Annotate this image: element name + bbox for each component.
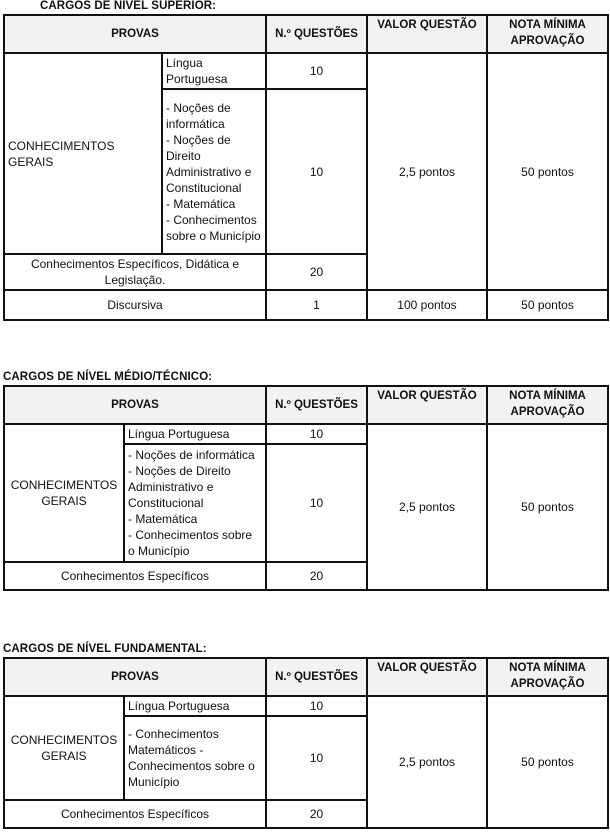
section-title-fundamental: CARGOS DE NÍVEL FUNDAMENTAL: [3,643,207,655]
table-medio [3,385,609,591]
header-questoes: N.º QUESTÕES [266,386,367,424]
prova-cell: Língua Portuguesa [124,424,266,444]
valor-cell: 2,5 pontos [367,696,487,828]
table-header [4,15,608,53]
table-row [4,424,608,444]
prova-especificos-cell: Conhecimentos Específicos [4,800,266,828]
prova-cell: - Conhecimentos Matemáticos - Conhecimentos sobre o Município [124,716,266,800]
table-header [4,386,608,424]
section-title-superior: CARGOS DE NÍVEL SUPERIOR: [40,0,217,12]
prova-cell: Língua Portuguesa [124,696,266,716]
prova-discursiva-cell: Discursiva [4,290,266,320]
conhecimentos-gerais-label: CONHECIMENTOS GERAIS [4,424,124,562]
valor-cell: 2,5 pontos [367,53,487,290]
prova-cell: - Noções de informática - Noções de Direito Administrativo e Constitucional - Matemática - Conhecimentos sobre o Município [162,89,266,254]
header-questoes: N.º QUESTÕES [266,15,367,53]
header-valor: VALOR QUESTÃO [367,15,487,53]
header-questoes: N.º QUESTÕES [266,658,367,696]
questoes-cell: 10 [266,89,367,254]
header-provas: PROVAS [4,386,266,424]
questoes-cell: 20 [266,800,367,828]
header-provas: PROVAS [4,658,266,696]
header-nota: NOTA MÍNIMA APROVAÇÃO [487,386,608,424]
header-provas: PROVAS [4,15,266,53]
header-valor: VALOR QUESTÃO [367,658,487,696]
questoes-cell: 1 [266,290,367,320]
section-title-medio: CARGOS DE NÍVEL MÉDIO/TÉCNICO: [3,371,213,383]
prova-cell: Língua Portuguesa [162,53,266,89]
header-nota: NOTA MÍNIMA APROVAÇÃO [487,658,608,696]
questoes-cell: 20 [266,562,367,590]
questoes-cell: 20 [266,254,367,290]
questoes-cell: 10 [266,696,367,716]
table-row [4,696,608,716]
prova-especificos-cell: Conhecimentos Específicos [4,562,266,590]
valor-cell: 2,5 pontos [367,424,487,590]
header-nota: NOTA MÍNIMA APROVAÇÃO [487,15,608,53]
valor-cell: 100 pontos [367,290,487,320]
prova-cell: - Noções de informática - Noções de Direito Administrativo e Constitucional - Matemática - Conhecimentos sobre o Município [124,444,266,562]
questoes-cell: 10 [266,444,367,562]
table-superior [3,14,609,321]
table-header [4,658,608,696]
table-row [4,290,608,320]
questoes-cell: 10 [266,53,367,89]
table-row [4,53,608,89]
conhecimentos-gerais-label: CONHECIMENTOS GERAIS [4,696,124,800]
nota-cell: 50 pontos [487,290,608,320]
questoes-cell: 10 [266,424,367,444]
nota-cell: 50 pontos [487,696,608,828]
nota-cell: 50 pontos [487,53,608,290]
header-valor: VALOR QUESTÃO [367,386,487,424]
questoes-cell: 10 [266,716,367,800]
nota-cell: 50 pontos [487,424,608,590]
table-fundamental [3,657,609,829]
conhecimentos-gerais-label: CONHECIMENTOS GERAIS [4,53,162,254]
prova-especificos-cell: Conhecimentos Específicos, Didática e Legislação. [4,254,266,290]
